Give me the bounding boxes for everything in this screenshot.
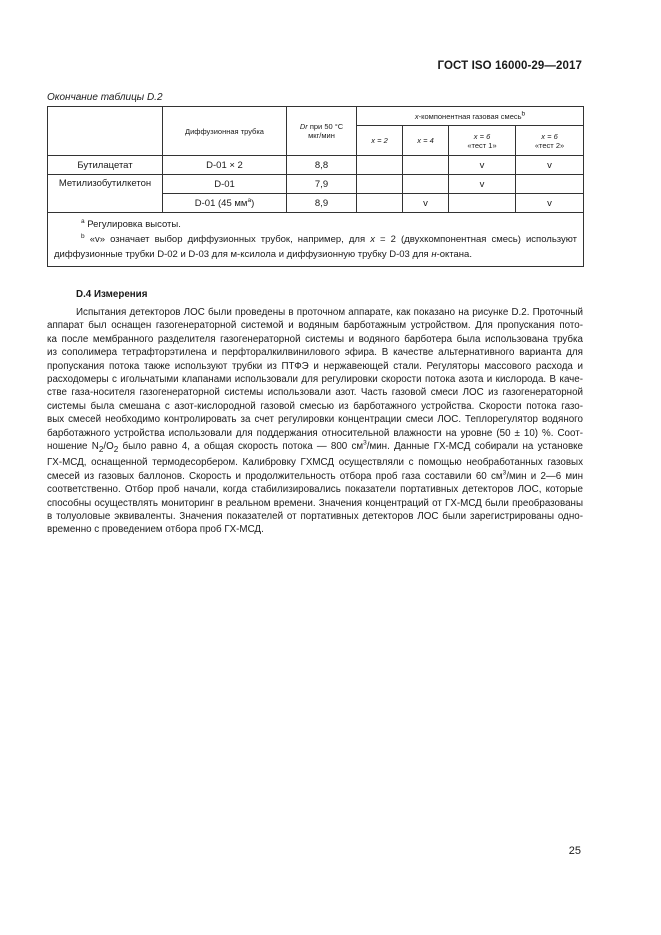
subheader-x6-test2: x = 6 «тест 2» (516, 126, 584, 156)
text-line: расходомеры с игольчатыми клапанами использовали для регулировки скорости потока азота и кислорода. В каче- (47, 374, 583, 386)
section-heading: D.4 Измерения (76, 289, 148, 300)
header-dr-symbol: Dr (299, 122, 308, 131)
subheader-x4: x = 4 (403, 126, 449, 156)
header-dr-condition: при 50 °С (307, 122, 344, 131)
cell-tube: D-01 × 2 (163, 156, 287, 175)
subheader-x2: x = 2 (357, 126, 403, 156)
text-line: аппарат был оснащен газогенераторной системой и водяным барботажным устройством. Для пропускания пото- (47, 320, 583, 332)
cell-x4: v (403, 194, 449, 213)
text-line: соответственно. Отбор проб начали, когда стабилизировались показатели портативных детекторов ЛОС, которые (47, 484, 583, 496)
text-line: Испытания детекторов ЛОС были проведены в проточном аппарате, как показано на рисунке D.2. Проточный (76, 307, 583, 318)
text-line: стве газа-носителя газогенераторной системы использовали азот. Часть газовой смеси ЛОС из газогенераторной (47, 387, 583, 399)
cell-substance: Метилизобутилкетон (48, 175, 163, 213)
cell-dr: 8,8 (287, 156, 357, 175)
cell-test1: v (449, 156, 516, 175)
subheader-x6-test1: x = 6 «тест 1» (449, 126, 516, 156)
cell-test2: v (516, 156, 584, 175)
text-line: вых смесей необходимо контролировать за счет регулировки концентрации смеси ЛОС. Теплорегулятор водяного (47, 414, 583, 426)
cell-test1 (449, 194, 516, 213)
text-line: способны осуществлять мониторинг в реальном времени. Значения концентраций от ГХ-МСД были преобразованы (47, 497, 583, 509)
cell-x2 (357, 156, 403, 175)
text-line: пропускания потока также используют трубки из ПТФЭ и нержавеющей стали. Регуляторы массового расхода и (47, 360, 583, 372)
text-line: барботажного устройства использовали для поддержания относительной влажности на уровне (50 ± 10) %. Соот- (47, 427, 583, 439)
cell-x2 (357, 175, 403, 194)
text-line: смесей из газовых баллонов. Скорость и продолжительность отбора проб газа составили 60 $см^3$/мин и 2—6 мин (47, 469, 583, 482)
header-mix (357, 107, 584, 126)
header-substance-cell (48, 107, 163, 156)
cell-test1: v (449, 175, 516, 194)
text-line: ГХ-МСД, оснащенной термодесорбером. Калибровку ГХМСД осуществляли с помощью необработанных газовых (47, 457, 583, 469)
text-line: временно с проведением отбора проб ГХ-МСД. (47, 524, 264, 536)
header-mix-var: x (414, 111, 419, 121)
table-row (48, 156, 584, 175)
header-dr (287, 107, 357, 156)
header-mix-footnote: b (521, 110, 526, 117)
diffusion-tube-table (47, 106, 584, 267)
footnote-a: $^a$ Регулировка высоты. (81, 217, 181, 230)
table-caption: Окончание таблицы D.2 (47, 92, 163, 103)
text-line: системы была смешана с азот-кислородной газовой смесью из барботажного устройства. Скорости потока газо- (47, 400, 583, 412)
table-row (48, 175, 584, 194)
text-line: ношение $N_2/O_2$ было равно 4, а общая скорость потока — 800 $см^3$/мин. Данные ГХ-МСД собирали на установке (47, 439, 584, 455)
page-number: 25 (568, 845, 581, 857)
header-dr-unit: мкг/мин (308, 131, 335, 140)
standard-number: ГОСТ ISO 16000-29—2017 (437, 60, 582, 72)
text-line: из сополимера тетрафторэтилена и перфторалкилвинилового эфира. В качестве альтернативного варианта для (47, 347, 583, 359)
table-notes-row (48, 213, 584, 267)
cell-tube: D-01 (45 $мм^a$) (163, 194, 287, 213)
body-paragraph (47, 306, 583, 537)
cell-x4 (403, 156, 449, 175)
header-mix-label: -компонентная газовая смесь (418, 111, 522, 121)
cell-x2 (357, 194, 403, 213)
cell-tube: D-01 (163, 175, 287, 194)
header-tube: Диффузионная трубка (163, 107, 287, 156)
footnote-b: $^b$ «v» означает выбор диффузионных трубок, например, для x = 2 (двухкомпонентная смесь) используют диффузионные трубки D-02 и D-03 для м-ксилола и диффузионную трубку D-03 для н-октана. (54, 232, 578, 260)
text-line: ка после мембранного разделителя газогенераторной системы и водяного барботера была использована трубка (47, 333, 583, 345)
table-notes (48, 213, 584, 267)
cell-x4 (403, 175, 449, 194)
cell-substance: Бутилацетат (48, 156, 163, 175)
cell-test2: v (516, 194, 584, 213)
table-header-row (48, 107, 584, 126)
cell-test2 (516, 175, 584, 194)
cell-dr: 7,9 (287, 175, 357, 194)
text-line: в толуоловые эквиваленты. Значения показателей от портативных детекторов ЛОС были зарегистрированы одно- (47, 511, 583, 523)
cell-dr: 8,9 (287, 194, 357, 213)
